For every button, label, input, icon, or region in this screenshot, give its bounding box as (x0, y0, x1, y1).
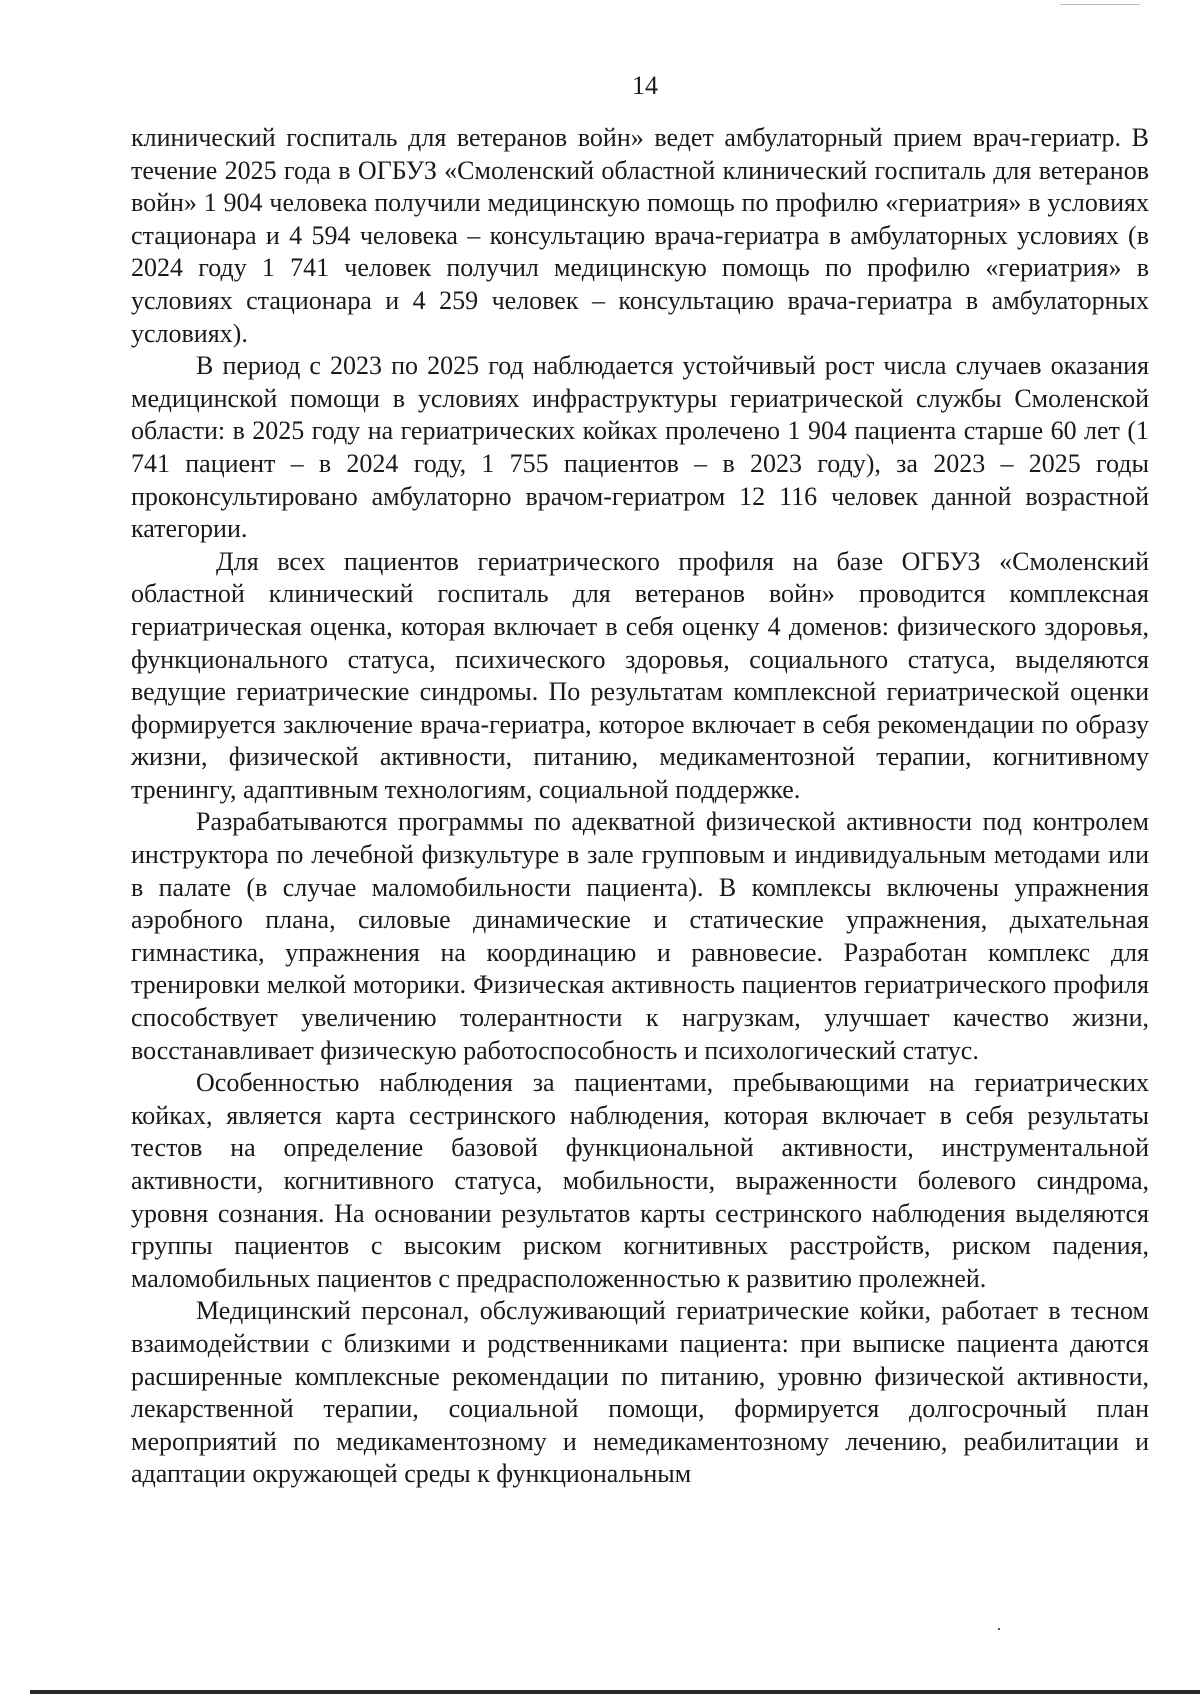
scan-speck (998, 1628, 1000, 1630)
paragraph-physical-activity: Разрабатываются программы по адекватной физической активности под контролем инструктора по лечебной физкультуре в зале групповым и индивидуальным методами или в палате (в случае маломобильности пациента). В комплексы включены упражнения аэробного плана, силовые динамические и статические упражнения, дыхательная гимнастика, упражнения на координацию и равновесие. Разработан комплекс для тренировки мелкой моторики. Физическая активность пациентов гериатрического профиля способствует увеличению толерантности к нагрузкам, улучшает качество жизни, восстанавливает физическую работоспособность и психологический статус. (131, 807, 1149, 1065)
paragraph-geriatric-assessment: Для всех пациентов гериатрического профиля на базе ОГБУЗ «Смоленский областной клинический госпиталь для ветеранов войн» проводится комплексная гериатрическая оценка, которая включает в себя оценку 4 доменов: физического здоровья, функционального статуса, психического здоровья, социального статуса, выделяются ведущие гериатрические синдромы. По результатам комплексной гериатрической оценки формируется заключение врача-гериатра, которое включает в себя рекомендации по образу жизни, физической активности, питанию, медикаментозной терапии, когнитивному тренингу, адаптивным технологиям, социальной поддержке. (131, 546, 1149, 804)
page-number: 14 (632, 71, 658, 100)
scan-edge-line (1060, 4, 1140, 5)
scan-bottom-edge (30, 1690, 1200, 1694)
paragraph-growth-statistics: В период с 2023 по 2025 год наблюдается устойчивый рост числа случаев оказания медицинской помощи в условиях инфраструктуры гериатрической службы Смоленской области: в 2025 году на гериатрических койках пролечено 1 904 пациента старше 60 лет (1 741 пациент – в 2024 году, 1 755 пациентов – в 2023 году), за 2023 – 2025 годы проконсультировано амбулаторно врачом-гериатром 12 116 человек данной возрастной категории. (131, 351, 1149, 544)
paragraph-nursing-observation: Особенностью наблюдения за пациентами, пребывающими на гериатрических койках, является карта сестринского наблюдения, которая включает в себя результаты тестов на определение базовой функциональной активности, инструментальной активности, когнитивного статуса, мобильности, выраженности болевого синдрома, уровня сознания. На основании результатов карты сестринского наблюдения выделяются группы пациентов с высоким риском когнитивных расстройств, риском падения, маломобильных пациентов с предрасположенностью к развитию пролежней. (131, 1068, 1149, 1293)
paragraph-continuation: клинический госпиталь для ветеранов войн» ведет амбулаторный прием врач-гериатр. В течение 2025 года в ОГБУЗ «Смоленский областной клинический госпиталь для ветеранов войн» 1 904 человека получили медицинскую помощь по профилю «гериатрия» в условиях стационара и 4 594 человека – консультацию врача-гериатра в амбулаторных условиях (в 2024 году 1 741 человек получил медицинскую помощь по профилю «гериатрия» в условиях стационара и 4 259 человек – консультацию врача-гериатра в амбулаторных условиях). (131, 123, 1149, 348)
document-body (131, 122, 1149, 1491)
paragraph-medical-staff: Медицинский персонал, обслуживающий гериатрические койки, работает в тесном взаимодействии с близкими и родственниками пациента: при выписке пациента даются расширенные комплексные рекомендации по питанию, уровню физической активности, лекарственной терапии, социальной помощи, формируется долгосрочный план мероприятий по медикаментозному и немедикаментозному лечению, реабилитации и адаптации окружающей среды к функциональным (131, 1296, 1149, 1489)
